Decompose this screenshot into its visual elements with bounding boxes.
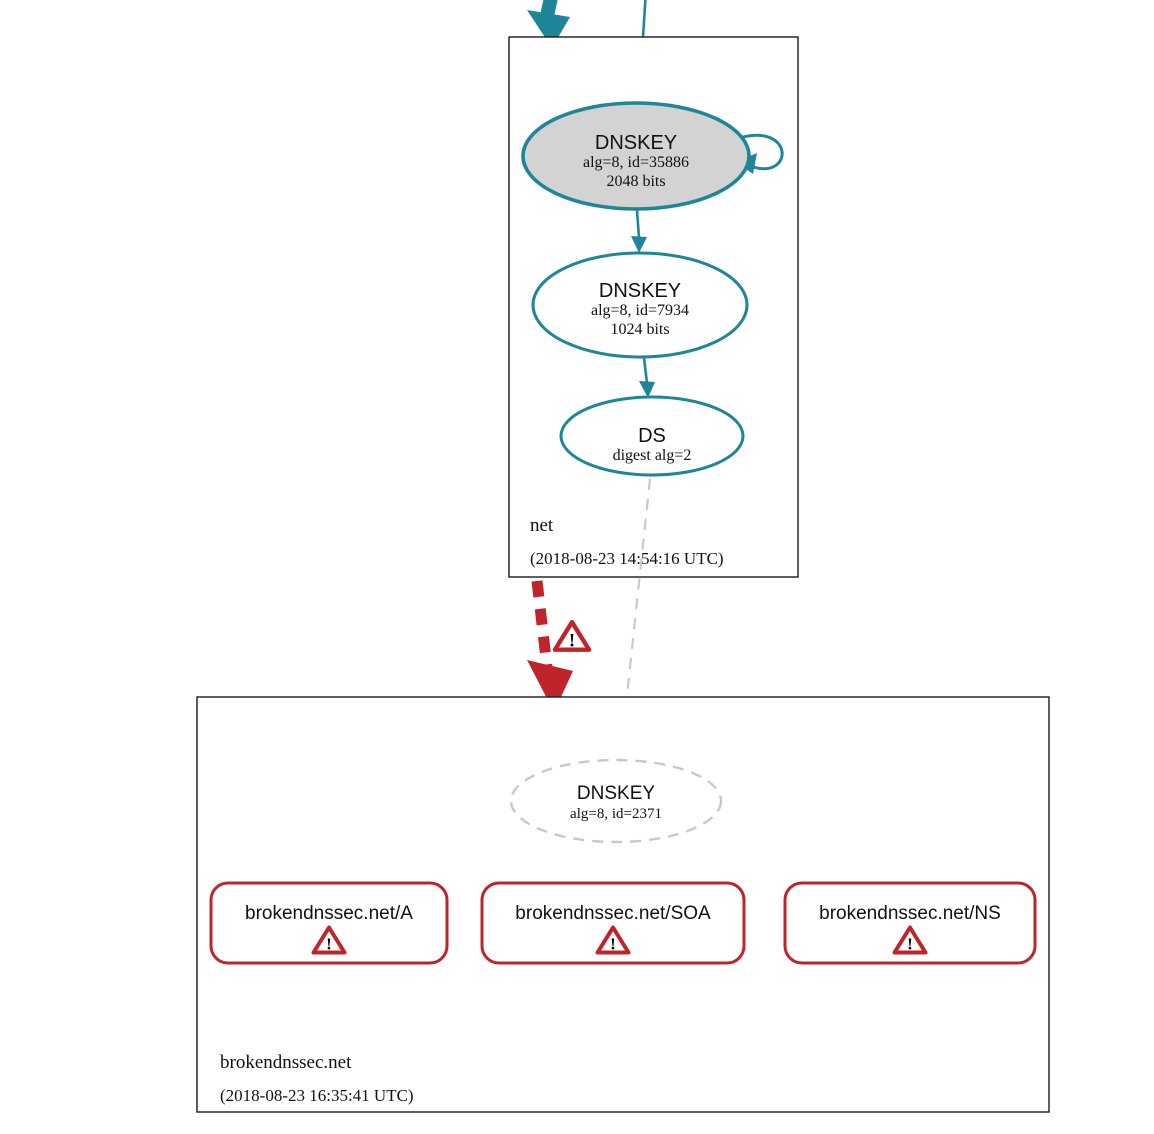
node-dnskey-2371-missing[interactable]	[511, 760, 721, 842]
node-ds[interactable]	[561, 397, 743, 475]
zone-timestamp-brokendnssec: (2018-08-23 16:35:41 UTC)	[220, 1086, 414, 1105]
node-title: DNSKEY	[594, 132, 678, 154]
node-rrset-soa[interactable]	[482, 883, 744, 963]
rrset-label: brokendnssec.net/SOA	[515, 903, 711, 924]
node-dnskey-zsk-7934[interactable]	[533, 253, 747, 357]
rrset-label: brokendnssec.net/NS	[819, 903, 1001, 924]
svg-text:!: !	[568, 630, 576, 652]
svg-text:!: !	[907, 934, 913, 954]
node-title: DNSKEY	[598, 280, 682, 302]
node-title: DS	[638, 425, 666, 447]
node-dnskey-ksk-35886[interactable]	[523, 103, 749, 209]
node-rrset-ns[interactable]	[785, 883, 1035, 963]
zone-label-brokendnssec: brokendnssec.net	[220, 1052, 352, 1073]
svg-text:!: !	[326, 934, 332, 954]
zone-label-net: net	[530, 515, 554, 536]
node-alg: alg=8, id=35886	[582, 154, 690, 171]
zone-timestamp-net: (2018-08-23 14:54:16 UTC)	[530, 549, 724, 568]
node-alg: alg=8, id=2371	[570, 806, 662, 822]
node-rrset-a[interactable]	[211, 883, 447, 963]
warning-icon	[555, 622, 589, 651]
node-digest: digest alg=2	[612, 447, 692, 464]
node-bits: 1024 bits	[610, 321, 670, 338]
rrset-label: brokendnssec.net/A	[245, 903, 413, 924]
svg-text:!: !	[610, 934, 616, 954]
node-bits: 2048 bits	[606, 173, 666, 190]
node-alg: alg=8, id=7934	[590, 302, 690, 319]
node-title: DNSKEY	[576, 783, 656, 804]
